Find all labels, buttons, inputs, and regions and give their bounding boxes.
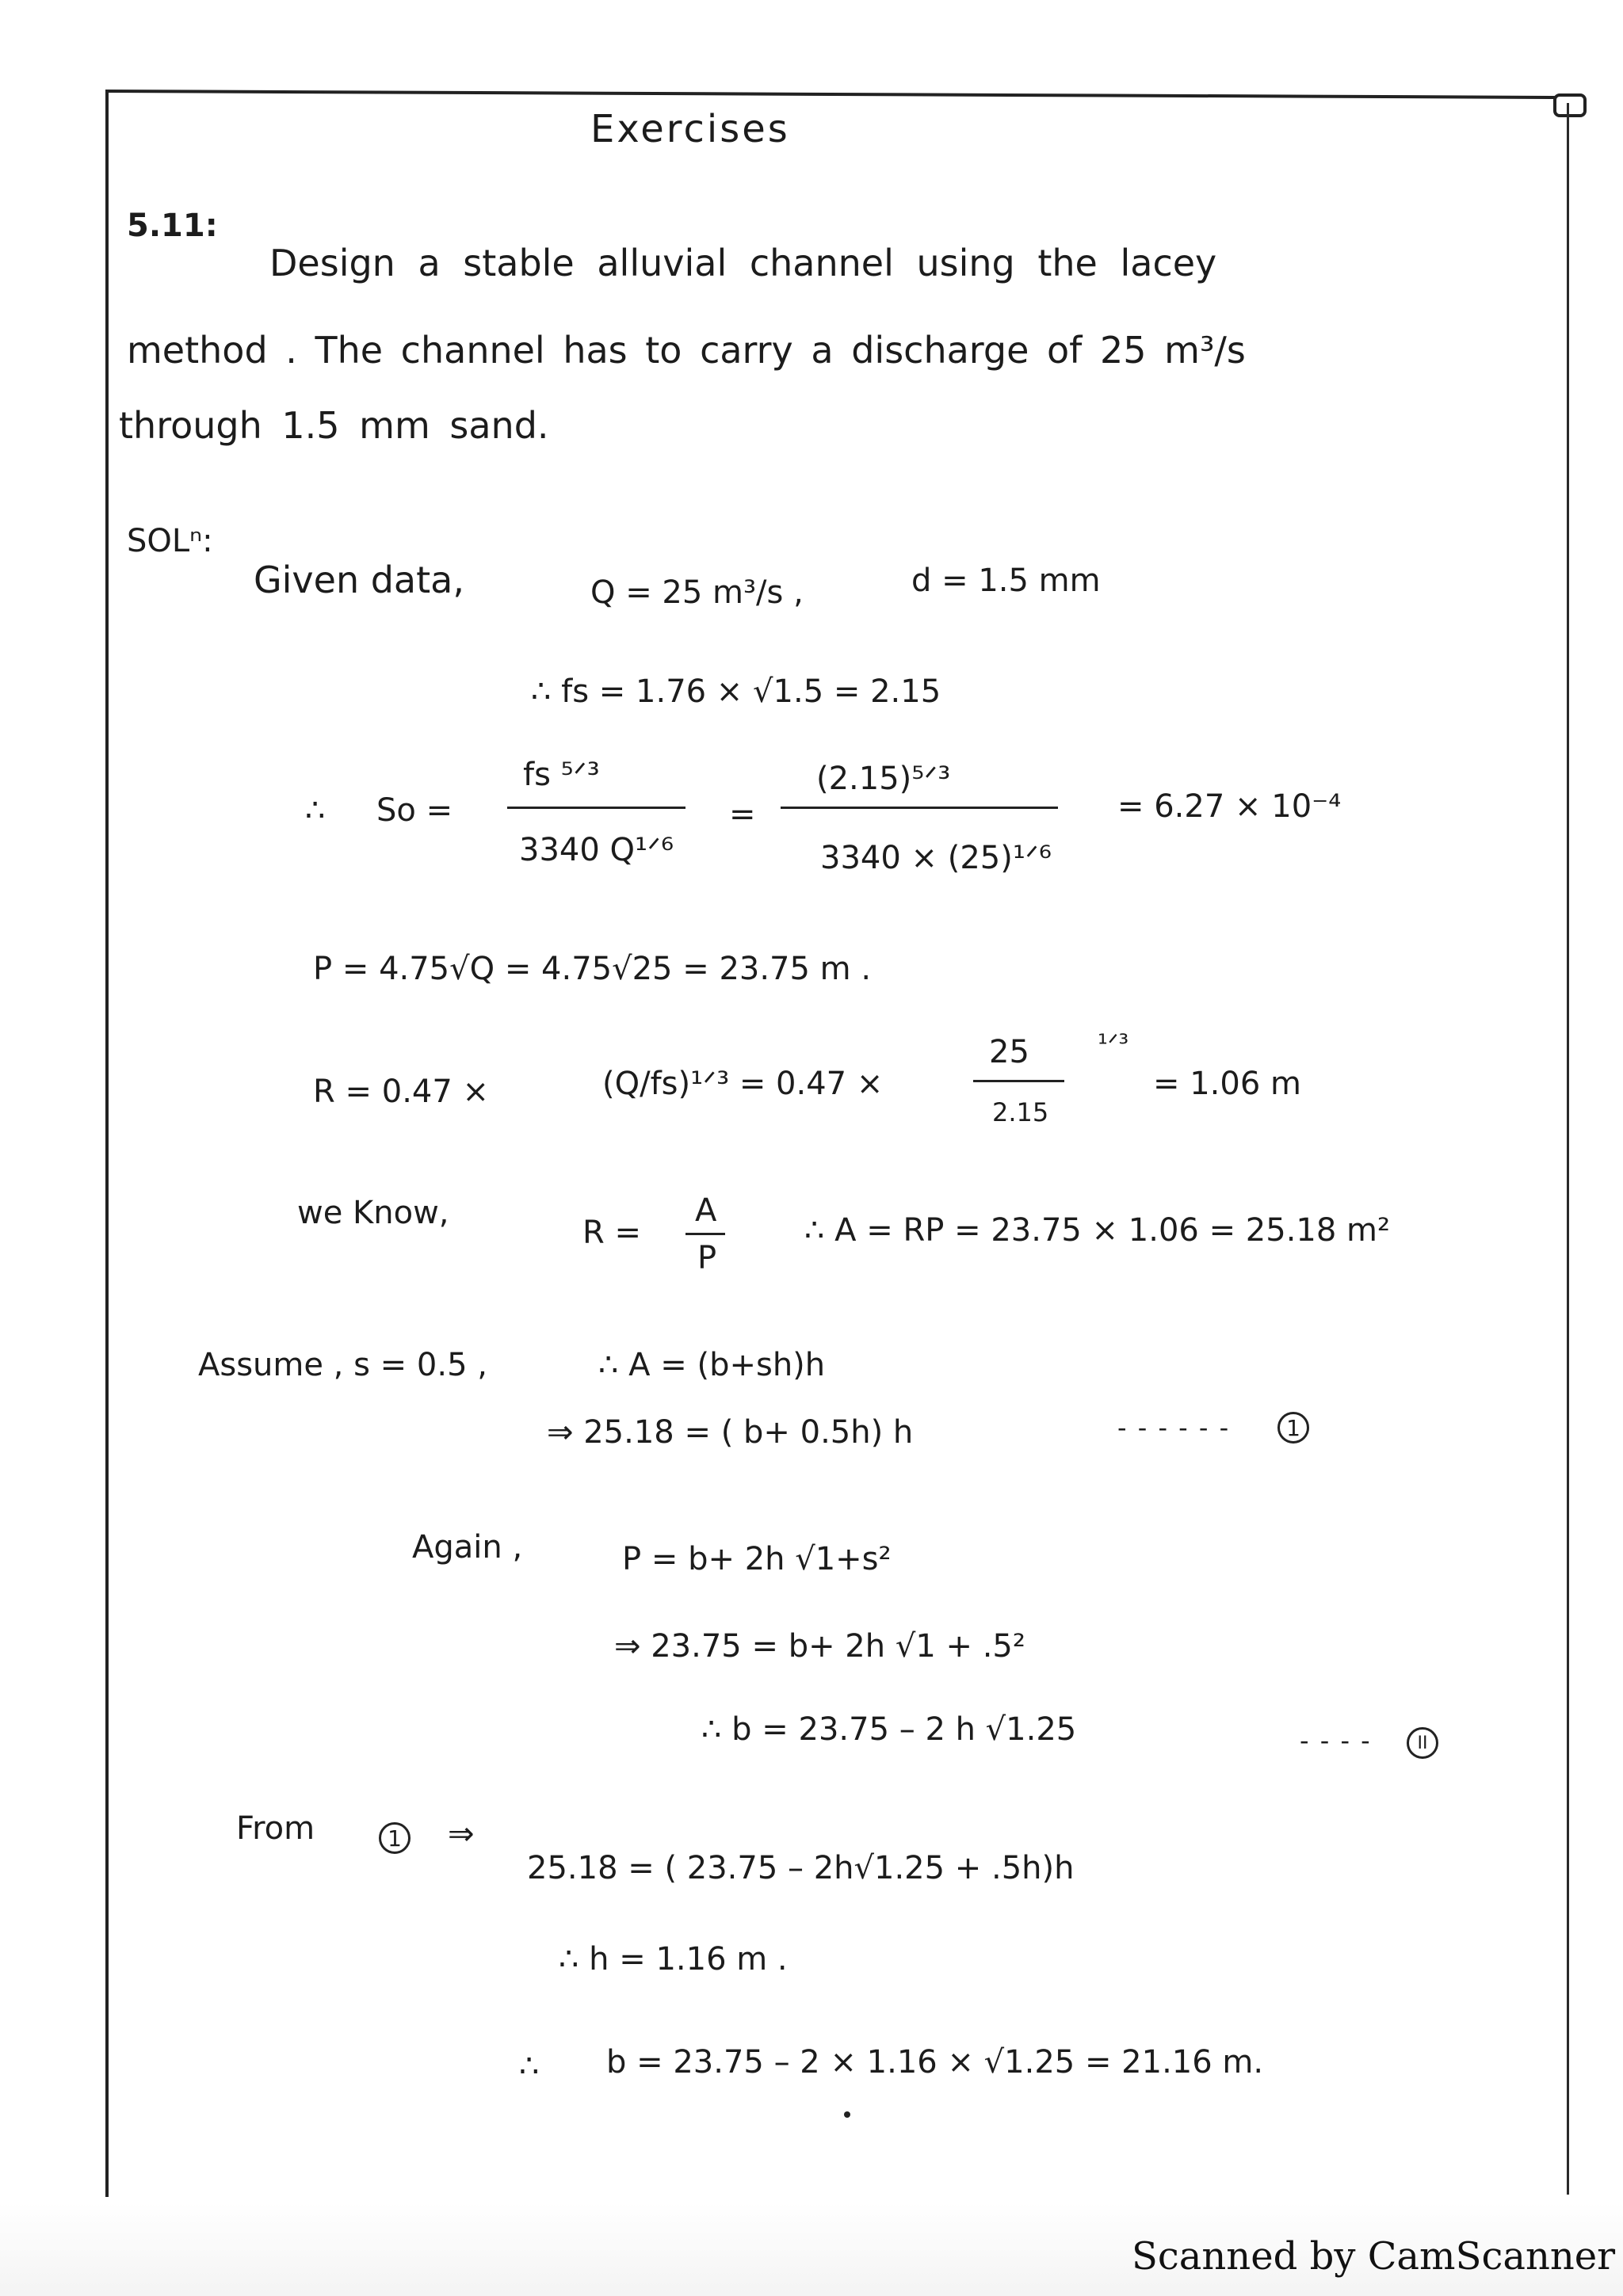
slope-therefore: ∴ [305, 792, 326, 829]
again-label: Again , [412, 1529, 523, 1566]
slope-equals: = [729, 796, 756, 833]
slope-numerator-1: fs ⁵ᐟ³ [523, 757, 600, 793]
from-label: From [236, 1810, 315, 1847]
given-label: Given data, [254, 559, 464, 601]
final-therefore: ∴ [519, 2048, 540, 2084]
problem-number: 5.11: [127, 208, 218, 244]
radius-lhs: R = 0.47 × [313, 1074, 490, 1110]
bed-width-result: b = 23.75 – 2 × 1.16 × √1.25 = 21.16 m. [606, 2044, 1264, 2081]
radius-definition-numerator: A [695, 1192, 717, 1229]
equation-1: ⇒ 25.18 = ( b+ 0.5h) h [547, 1414, 914, 1451]
slope-denominator-2: 3340 × (25)¹ᐟ⁶ [820, 840, 1052, 876]
problem-line-3: through 1.5 mm sand. [119, 404, 549, 447]
given-discharge: Q = 25 m³/s , [590, 574, 804, 611]
equation-1-tag: 1 [1277, 1412, 1309, 1444]
radius-definition-lhs: R = [582, 1215, 642, 1251]
slope-denominator-1: 3340 Q¹ᐟ⁶ [519, 832, 674, 868]
radius-numerator: 25 [989, 1034, 1029, 1070]
equation-2-tag: II [1407, 1727, 1438, 1759]
page-title: Exercises [590, 107, 790, 151]
perimeter-substitution: ⇒ 23.75 = b+ 2h √1 + .5² [614, 1628, 1025, 1665]
radius-power: ¹ᐟ³ [1098, 1028, 1129, 1058]
slope-fraction-bar-1 [507, 807, 685, 809]
page-border-top [107, 90, 1571, 99]
combined-equation: 25.18 = ( 23.75 – 2h√1.25 + .5h)h [527, 1850, 1075, 1886]
equation-2-dashes: - - - - [1300, 1726, 1372, 1756]
radius-definition-bar [685, 1233, 725, 1235]
we-know-label: we Know, [297, 1195, 449, 1231]
slope-result: = 6.27 × 10⁻⁴ [1117, 788, 1342, 825]
slope-fraction-bar-2 [781, 807, 1058, 809]
radius-result: = 1.06 m [1153, 1066, 1301, 1102]
page-border-left [105, 90, 109, 2197]
from-equation-tag: 1 [379, 1822, 411, 1854]
radius-denominator: 2.15 [992, 1097, 1049, 1127]
radius-definition-denominator: P [697, 1240, 717, 1276]
perimeter-formula: P = b+ 2h √1+s² [622, 1541, 892, 1577]
ink-dot [844, 2111, 850, 2118]
perimeter-line: P = 4.75√Q = 4.75√25 = 23.75 m . [313, 951, 872, 987]
scanner-watermark: Scanned by CamScanner [1132, 2234, 1616, 2279]
solution-label: SOLⁿ: [127, 523, 213, 559]
problem-line-1: Design a stable alluvial channel using the lacey [269, 242, 1217, 284]
depth-result: ∴ h = 1.16 m . [559, 1941, 788, 1978]
problem-line-2: method . The channel has to carry a discharge of 25 m³/s [127, 329, 1246, 372]
equation-1-dashes: - - - - - - [1117, 1413, 1231, 1443]
given-grain-size: d = 1.5 mm [911, 563, 1101, 599]
from-arrow: ⇒ [448, 1816, 475, 1852]
silt-factor-line: ∴ fs = 1.76 × √1.5 = 2.15 [531, 673, 941, 710]
b-expression: ∴ b = 23.75 – 2 h √1.25 [701, 1711, 1077, 1748]
page-border-right [1567, 103, 1569, 2195]
radius-fraction-bar [973, 1080, 1064, 1082]
area-line: ∴ A = RP = 23.75 × 1.06 = 25.18 m² [804, 1212, 1391, 1249]
slope-numerator-2: (2.15)⁵ᐟ³ [816, 761, 951, 797]
area-formula: ∴ A = (b+sh)h [598, 1347, 826, 1383]
slope-lhs: So = [376, 792, 453, 829]
radius-middle: (Q/fs)¹ᐟ³ = 0.47 × [602, 1066, 884, 1102]
assume-line: Assume , s = 0.5 , [198, 1347, 487, 1383]
page-border-clip [1553, 93, 1587, 117]
